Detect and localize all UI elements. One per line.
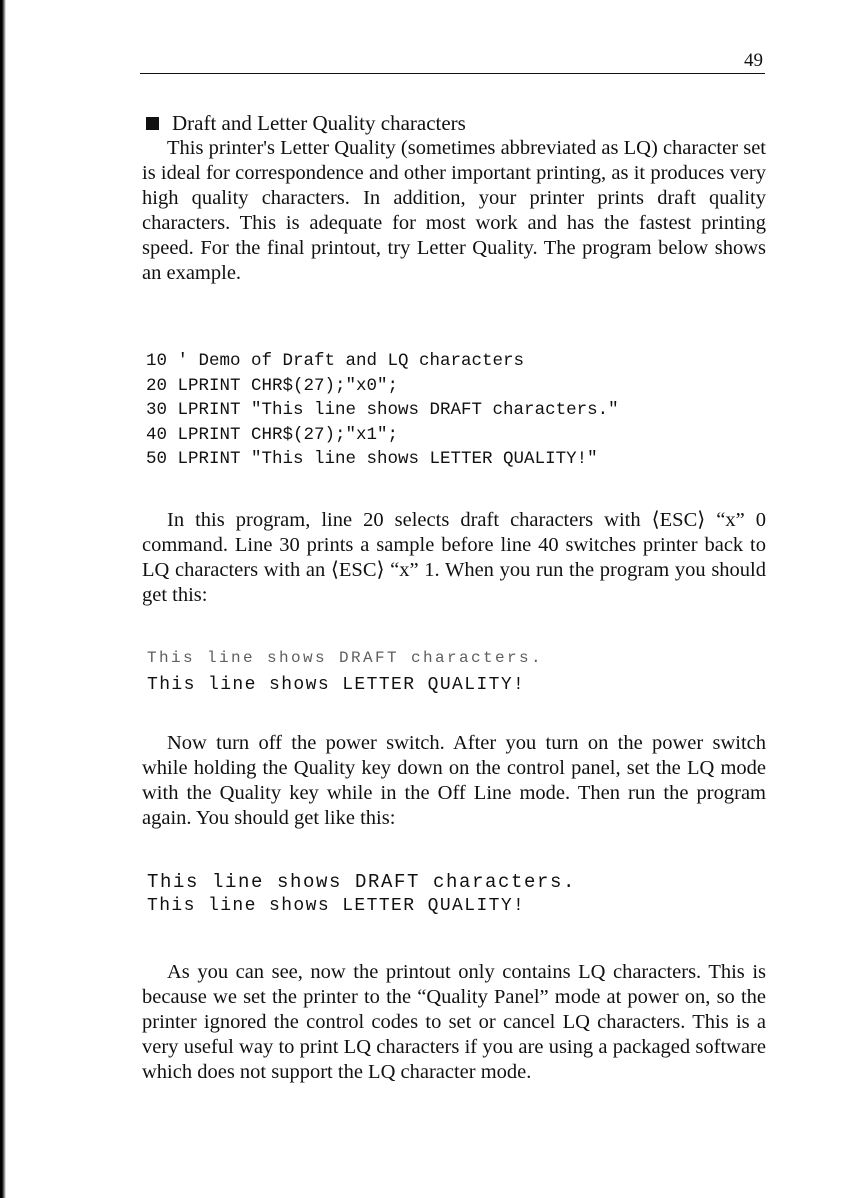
lq-output-line-second: This line shows LETTER QUALITY! — [147, 896, 526, 916]
program-line: 40 LPRINT CHR$(27);"x1"; — [146, 424, 399, 445]
square-bullet-icon — [146, 117, 159, 130]
program-line: 50 LPRINT "This line shows LETTER QUALITY!" — [146, 449, 598, 469]
power-switch-paragraph: Now turn off the power switch. After you turn on the power switch while holding the Quality key down on the control panel, set the LQ mode with the Quality key while in the Off Line mode. Then run the program again. You should get like this: — [142, 732, 766, 829]
program-line: 30 LPRINT "This line shows DRAFT characters." — [146, 400, 619, 420]
draft-output-line-faint: This line shows DRAFT characters. — [147, 649, 544, 667]
header-rule — [140, 73, 765, 74]
conclusion-paragraph: As you can see, now the printout only contains LQ characters. This is because we set the printer to the “Quality Panel” mode at power on, so the printer ignored the control codes to set or cancel LQ characters. This is a very useful way to print LQ characters if you are using a packaged software which does not support the LQ character mode. — [142, 961, 766, 1083]
draft-output-line-as-lq: This line shows DRAFT characters. — [147, 871, 577, 893]
lq-output-line: This line shows LETTER QUALITY! — [147, 675, 526, 695]
section-title: Draft and Letter Quality characters — [172, 111, 466, 135]
program-line: 10 ' Demo of Draft and LQ characters — [146, 351, 525, 371]
basic-program-listing — [146, 349, 619, 472]
page-binding-edge — [0, 0, 6, 1198]
program-line: 20 LPRINT CHR$(27);"x0"; — [146, 375, 399, 396]
explanation-paragraph: In this program, line 20 selects draft characters with ⟨ESC⟩ “x” 0 command. Line 30 prints a sample before line 40 switches printer back to LQ characters with an ⟨ESC⟩ “x” 1. When you run the program you should get this: — [142, 509, 766, 606]
section-heading — [146, 111, 466, 136]
page-number: 49 — [744, 50, 763, 71]
intro-paragraph: This printer's Letter Quality (sometimes abbreviated as LQ) character set is ideal for correspondence and other important printing, as it produces very high quality characters. In addition, your printer prints draft quality characters. This is adequate for most work and has the fastest printing speed. For the final printout, try Letter Quality. The program below shows an example. — [142, 137, 766, 284]
